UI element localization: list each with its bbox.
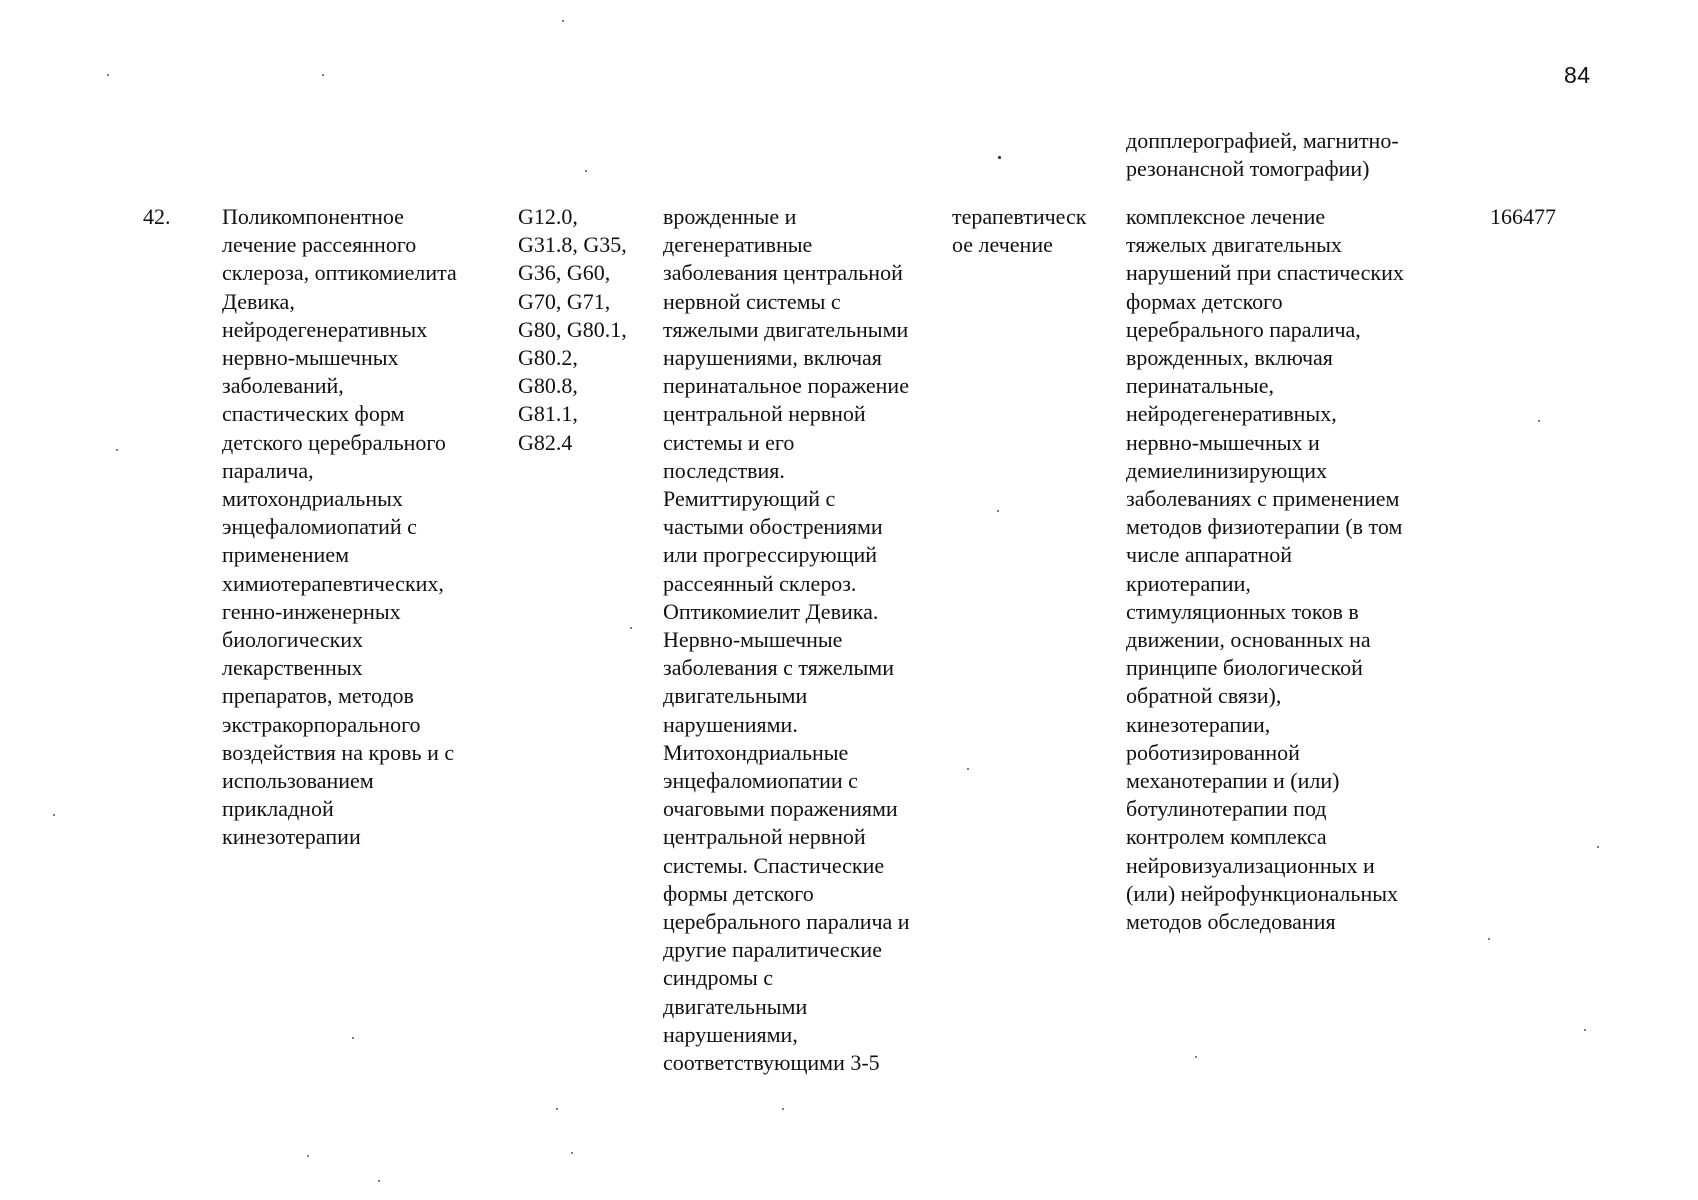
- scan-speck: [307, 1155, 309, 1157]
- method-continuation-text: допплерографией, магнитно- резонансной томографии): [1126, 128, 1399, 182]
- scan-speck: [630, 627, 632, 629]
- icd-codes: G12.0, G31.8, G35, G36, G60, G70, G71, G80, G80.1, G80.2, G80.8, G81.1, G82.4: [518, 204, 627, 455]
- scan-speck: [571, 1152, 573, 1154]
- care-type-name: Поликомпонентное лечение рассеянного склероза, оптикомиелита Девика, нейродегенеративных нервно-мышечных заболеваний, спастических форм детского церебрального паралича, митохондриальных энцефаломиопатий с применением химиотерапевтических, генно-инженерных биологических лекарственных препаратов, методов экстракорпорального воздействия на кровь и с использованием прикладной кинезотерапии: [222, 204, 457, 850]
- scan-speck: [53, 814, 55, 816]
- scan-speck: [116, 449, 118, 451]
- scan-speck: [585, 170, 587, 172]
- scan-speck: [1538, 420, 1540, 422]
- scan-speck: [1195, 1056, 1197, 1058]
- scan-speck: [322, 74, 324, 76]
- scan-speck: [562, 20, 564, 22]
- scan-speck: [378, 1180, 380, 1182]
- scan-speck: [352, 1037, 354, 1039]
- row-number: 42.: [143, 204, 171, 229]
- patient-model: врожденные и дегенеративные заболевания центральной нервной системы с тяжелыми двигательными нарушениями, включая перинатальное поражение центральной нервной системы и его последствия. Ремиттирующий с частыми обострениями или прогрессирующий рассеянный склероз. Оптикомиелит Девика. Нервно-мышечные заболевания с тяжелыми двигательными нарушениями. Митохондриальные энцефаломиопатии с очаговыми поражениями центральной нервной системы. Спастические формы детского церебрального паралича и другие паралитические синдромы с двигательными нарушениями, соответствующими 3-5: [663, 204, 910, 1076]
- scan-speck: [1584, 1029, 1586, 1031]
- scan-speck: [967, 768, 969, 770]
- scan-speck: [107, 74, 109, 76]
- scan-speck: [998, 156, 1001, 159]
- scan-speck: [1597, 846, 1599, 848]
- treatment-method: комплексное лечение тяжелых двигательных нарушений при спастических формах детского церебрального паралича, врожденных, включая перинатальные, нейродегенеративных, нервно-мышечных и демиелинизирующих заболеваниях с применением методов физиотерапии (в том числе аппаратной криотерапии, стимуляционных токов в движении, основанных на принципе биологической обратной связи), кинезотерапии, роботизированной механотерапии и (или) ботулинотерапии под контролем комплекса нейровизуализационных и (или) нейрофункциональных методов обследования: [1126, 204, 1404, 935]
- scan-speck: [556, 1108, 558, 1110]
- cost-value: 166477: [1490, 204, 1556, 229]
- scan-speck: [782, 1108, 784, 1110]
- page-number: 84: [1564, 62, 1591, 88]
- scan-speck: [997, 510, 999, 512]
- treatment-type: терапевтическ ое лечение: [952, 204, 1087, 258]
- scan-speck: [1488, 938, 1490, 940]
